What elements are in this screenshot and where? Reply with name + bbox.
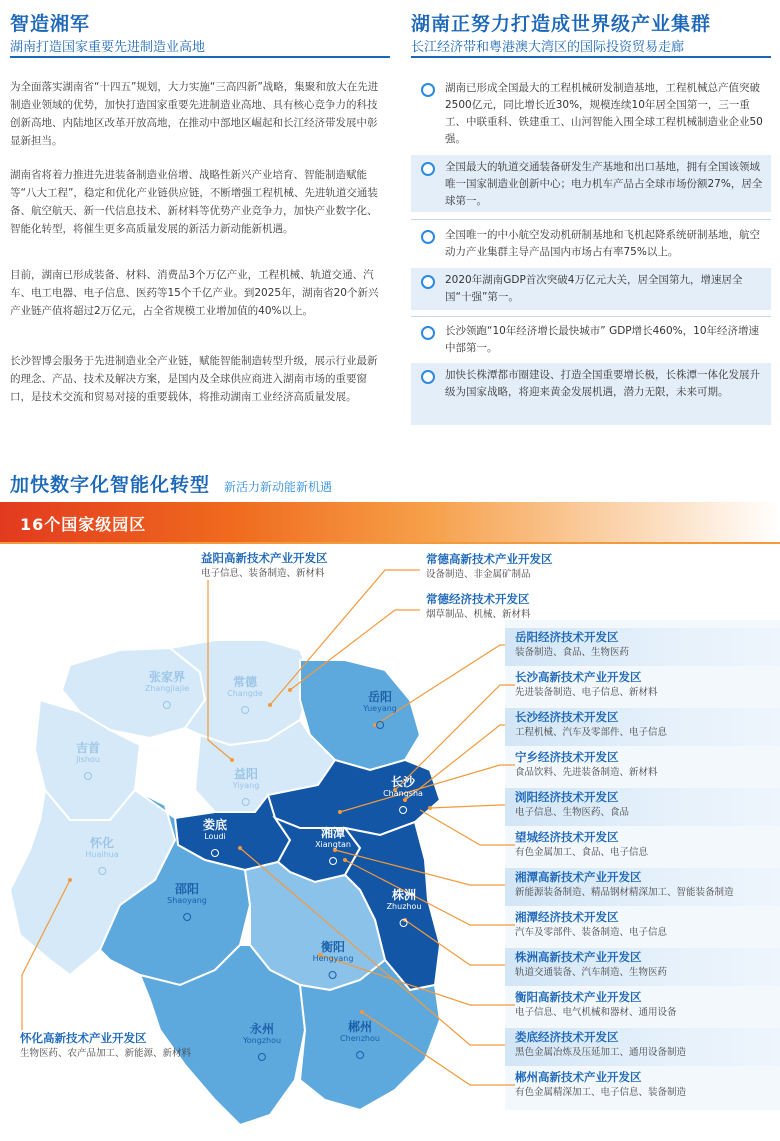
park-item [505,1028,780,1066]
city-label-changde [227,675,263,718]
park-item [505,668,780,706]
park-name: 株洲高新技术产业开发区 [515,950,642,964]
right-list-item-text: 湖南已形成全国最大的工程机械研发制造基地，工程机械总产值突破2500亿元，同比增长近30%，规模连续10年居全国第一，三一重工、中联重科、铁建重工、山河智能入围全球工程机械制造业企业50强。 [445,82,763,145]
city-marker-icon [329,857,337,865]
park-industries: 有色金属精深加工、电子信息、装备制造 [515,1087,687,1098]
city-pinyin: Xiangtan [315,840,351,849]
city-label-jishou [76,741,100,784]
leader-dot [338,810,342,814]
park-industries: 先进装备制造、电子信息、新材料 [515,687,658,698]
leader-dot [268,703,272,707]
park-industries: 电子信息、装备制造、新材料 [201,568,325,579]
right-list-item [411,363,771,425]
city-name: 永州 [249,1022,275,1036]
park-name: 长沙高新技术产业开发区 [515,670,642,684]
right-list-item [411,268,771,310]
leader-dot [68,878,72,882]
city-marker-icon [98,867,106,875]
left-title: 智造湘军 [10,13,91,35]
city-pinyin: Loudi [204,832,226,841]
left-subtitle: 湖南打造国家重要先进制造业高地 [10,40,206,55]
left-paragraph-4: 长沙智博会服务于先进制造业全产业链，赋能智能制造转型升级，展示行业最新的理念、产品、技术及解决方案，是国内及全球供应商进入湖南市场的重要窗口，是技术交流和贸易对接的重要载体，将推动湖南工业经济高质量发展。 [10,355,378,403]
left-paragraph-3: 目前，湖南已形成装备、材料、消费品3个万亿产业，工程机械、轨道交通、汽车、电工电器、电子信息、医药等15个千亿产业。到2025年，湖南省20个新兴产业链产值将超过2万亿元，占全省规模工业增加值的40%以上。 [10,269,379,317]
city-marker-icon [183,913,191,921]
city-label-chenzhou [340,1020,380,1063]
park-industries: 新能源装备制造、精品钢材精深加工、智能装备制造 [515,887,734,898]
leader-dot [288,688,292,692]
park-item [505,628,780,666]
park-label-changde-economic [426,591,531,622]
city-name: 株洲 [391,888,417,902]
city-name: 娄底 [202,818,228,832]
leader-line-liuyang [430,805,515,808]
park-label-changde-hi-tech [426,551,553,582]
park-item [505,708,780,746]
park-industries: 轨道交通装备、汽车制造、生物医药 [515,967,668,978]
park-industries: 生物医药、农产品加工、新能源、新材料 [20,1048,192,1059]
city-name: 怀化 [89,836,115,850]
right-list-item [411,155,771,212]
park-industries: 装备制造、食品、生物医药 [515,647,630,658]
divider [411,219,771,220]
park-name: 郴州高新技术产业开发区 [515,1070,642,1084]
park-industries: 工程机械、汽车及零部件、电子信息 [515,727,668,738]
right-list-item-text: 2020年湖南GDP首次突破4万亿元大关，居全国第九，增速居全国“十强”第一。 [445,274,743,303]
city-pinyin: Yueyang [363,704,397,713]
right-list-item-text: 加快长株潭都市圈建设、打造全国重要增长极，长株潭一体化发展升级为国家战略，将迎来黄金发展机遇，潜力无限，未来可期。 [445,369,760,398]
city-marker-icon [211,849,219,857]
park-industries: 食品饮料、先进装备制造、新材料 [515,767,658,778]
park-label-yiyang [201,550,328,581]
park-item [505,828,780,866]
circle-bullet-icon [421,275,435,289]
park-name: 衡阳高新技术产业开发区 [515,990,642,1004]
city-marker-icon [163,701,171,709]
city-marker-icon [399,806,407,814]
park-name: 湘潭经济技术开发区 [515,910,619,924]
circle-bullet-icon [421,162,435,176]
city-marker-icon [376,721,384,729]
city-pinyin: Chenzhou [340,1034,380,1043]
city-pinyin: Changde [227,689,263,698]
city-pinyin: Jishou [76,755,100,764]
city-label-xiangtan [315,826,351,869]
park-name: 岳阳经济技术开发区 [515,630,619,644]
city-label-changsha [383,775,423,818]
city-marker-icon [329,971,337,979]
city-label-yongzhou [243,1022,281,1065]
city-name: 益阳 [233,767,259,781]
city-name: 常德 [232,675,257,689]
park-name: 长沙经济技术开发区 [515,710,619,724]
city-name: 岳阳 [367,690,392,704]
right-list-item [411,76,771,150]
city-pinyin: Zhangjiajie [144,684,190,693]
right-list-item [411,319,771,361]
city-pinyin: Shaoyang [167,896,207,905]
city-marker-icon [400,919,408,927]
park-name: 望城经济技术开发区 [515,830,619,844]
right-title-rule [411,56,771,58]
city-name: 张家界 [148,670,186,684]
city-pinyin: Changsha [383,789,423,798]
city-name: 衡阳 [320,940,345,954]
left-paragraph-2: 湖南省将着力推进先进装备制造业倍增、战略性新兴产业培育、智能制造赋能等“八大工程”，稳定和优化产业链供应链，不断增强工程机械、先进轨道交通装备、航空航天、新一代信息技术、新材料等优势产业竞争力，加快产业数字化、智能化转型，将催生更多高质量发展的新活力新动能新机遇。 [10,169,378,235]
park-name: 怀化高新技术产业开发区 [20,1031,147,1045]
city-pinyin: Yongzhou [242,1036,282,1045]
park-item [505,748,780,786]
park-item [505,1068,780,1106]
city-name: 吉首 [75,741,101,755]
right-list-item-text: 长沙领跑“10年经济增长最快城市” GDP增长460%，10年经济增速中部第一。 [445,325,760,354]
park-item [505,988,780,1026]
city-label-hengyang [313,940,354,983]
section-title: 加快数字化智能化转型 [10,474,211,496]
city-label-loudi [203,818,227,861]
circle-bullet-icon [421,230,435,244]
right-list-item-text: 全国唯一的中小航空发动机研制基地和飞机起降系统研制基地，航空动力产业集群主导产品国内市场占有率75%以上。 [445,229,760,258]
city-name: 湘潭 [320,826,345,840]
city-pinyin: Yiyang [232,781,260,790]
parks-banner-title: 16个国家级园区 [20,515,147,534]
leader-dot [238,846,242,850]
park-name: 常德经济技术开发区 [426,592,530,606]
city-pinyin: Zhuzhou [386,902,422,911]
park-name: 常德高新技术产业开发区 [426,552,553,566]
city-marker-icon [241,706,249,714]
park-name: 宁乡经济技术开发区 [515,750,619,764]
park-industries: 设备制造、非金属矿制品 [426,569,531,580]
park-name: 娄底经济技术开发区 [515,1030,619,1044]
park-name: 益阳高新技术产业开发区 [201,551,328,565]
city-marker-icon [84,772,92,780]
city-marker-icon [258,1053,266,1061]
left-paragraph-1: 为全面落实湖南省“十四五”规划，大力实施“三高四新”战略，集聚和放大在先进制造业领域的优势，加快打造国家重要先进制造业高地、具有核心竞争力的科技创新高地、内陆地区改革开放高地，在推动中部地区崛起和长江经济带发展中彰显新担当。 [10,81,379,147]
city-label-yiyang [233,767,260,810]
circle-bullet-icon [421,83,435,97]
park-name: 浏阳经济技术开发区 [515,790,619,804]
city-name: 邵阳 [174,882,200,896]
park-item [505,908,780,946]
leader-line-wangcheng [420,810,515,845]
right-subtitle: 长江经济带和粤港澳大湾区的国际投资贸易走廊 [411,40,685,55]
circle-bullet-icon [421,370,435,384]
section-subtitle: 新活力新动能新机遇 [224,480,333,494]
park-industries: 电子信息、电气机械和器材、通用设备 [515,1007,677,1018]
park-industries: 汽车及零部件、装备制造、电子信息 [515,927,668,938]
right-list-item-text: 全国最大的轨道交通装备研发生产基地和出口基地，拥有全国该领域唯一国家制造业创新中心；电力机车产品占全球市场份额27%，居全球第一。 [445,161,763,207]
left-title-rule [10,56,390,58]
park-item [505,868,780,906]
city-label-huaihua [85,836,118,879]
city-label-zhangjiajie [145,670,189,713]
park-label-huaihua [20,1030,191,1061]
city-marker-icon [242,798,250,806]
city-label-yueyang [363,690,397,733]
city-pinyin: Hengyang [312,954,354,963]
leader-dot [230,758,234,762]
park-industries: 烟草制品、机械、新材料 [426,609,531,620]
city-label-zhuzhou [387,888,422,931]
park-name: 湘潭高新技术产业开发区 [515,870,642,884]
city-name: 长沙 [390,775,416,789]
city-marker-icon [356,1051,364,1059]
park-industries: 黑色金属冶炼及压延加工、通用设备制造 [515,1047,687,1058]
circle-bullet-icon [421,326,435,340]
divider [411,316,771,317]
leader-dot [428,806,432,810]
park-industries: 电子信息、生物医药、食品 [515,807,630,818]
right-title: 湖南正努力打造成世界级产业集群 [411,13,712,35]
leader-dot [360,1010,364,1014]
park-item [505,788,780,826]
park-item [505,948,780,986]
city-pinyin: Huaihua [85,850,119,859]
right-list-item [411,223,771,263]
city-label-shaoyang [167,882,207,925]
park-industries: 有色金属加工、食品、电子信息 [515,847,649,858]
city-name: 郴州 [347,1020,373,1034]
